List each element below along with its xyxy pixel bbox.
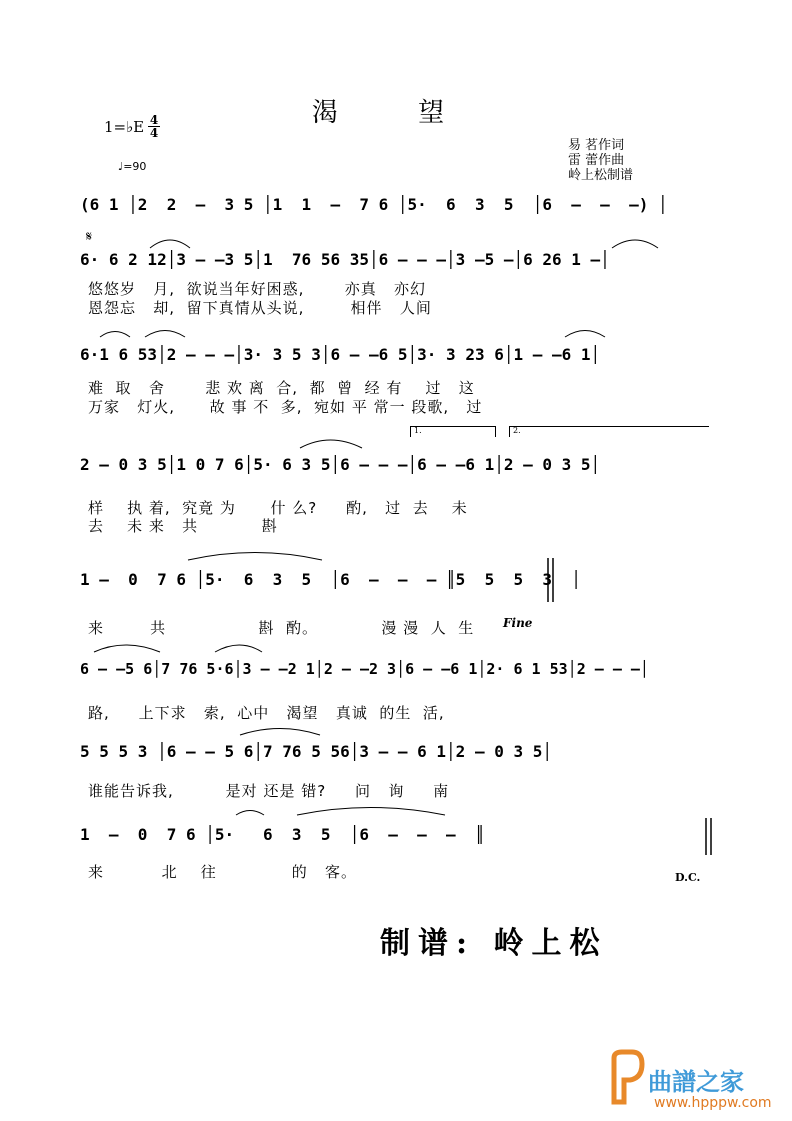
lyrics-verse-1: 来 共 斟 酌。 漫 漫 人 生 <box>88 619 475 637</box>
lyrics-verse-2: 去 未 来 共 斟 <box>88 517 278 535</box>
notes-line: 1 – 0 7 6 │5· 6 3 5 │6 – – – ║5 5 5 3 │ <box>80 570 581 589</box>
notes-line: 6·1 6 53│2 – – –│3· 3 5 3│6 – –6 5│3· 3 23 6│1 – –6 1│ <box>80 345 601 364</box>
notes-line: 6 – –5 6│7 76 5·6│3 – –2 1│2 – –2 3│6 – –6 1│2· 6 1 53│2 – – –│ <box>80 660 649 678</box>
page-title: 渴 望 <box>311 98 481 128</box>
tempo-mark: ♩=90 <box>118 160 147 173</box>
lyrics-verse-2: 万家 灯火, 故 事 不 多, 宛如 平 常一 段歌, 过 <box>88 398 483 416</box>
time-signature-bottom: 4 <box>149 126 159 140</box>
dc-mark: D.C. <box>675 871 701 884</box>
lyrics-verse-1: 路, 上下求 索, 心中 渴望 真诚 的生 活, <box>88 704 445 722</box>
lyrics-verse-1: 悠悠岁 月, 欲说当年好困惑, 亦真 亦幻 <box>88 280 427 298</box>
volta-1-label: 1. <box>414 426 422 435</box>
lyrics-verse-1: 样 执 着, 究竟 为 什 么? 酌, 过 去 未 <box>88 499 468 517</box>
fine-mark: Fine <box>503 616 533 630</box>
lyricist-credit: 易 茗作词 <box>568 138 625 153</box>
watermark-url: www.hpppw.com <box>654 1095 772 1111</box>
volta-2-label: 2. <box>513 426 521 435</box>
notes-line: 6· 6 2 12│3 – –3 5│1 76 56 35│6 – – –│3 –5 –│6 26 1 –│ <box>80 250 610 269</box>
arranger-credit: 岭上松制谱 <box>568 168 634 183</box>
lyrics-verse-1: 谁能告诉我, 是对 还是 错? 问 询 南 <box>88 782 450 800</box>
notes-line: 5 5 5 3 │6 – – 5 6│7 76 5 56│3 – – 6 1│2 – 0 3 5│ <box>80 742 553 761</box>
notes-line: (6 1 │2 2 – 3 5 │1 1 – 7 6 │5· 6 3 5 │6 – – –) │ <box>80 195 668 214</box>
time-signature-top: 4 <box>149 113 159 127</box>
notes-line: 2 – 0 3 5│1 0 7 6│5· 6 3 5│6 – – –│6 – –6 1│2 – 0 3 5│ <box>80 455 601 474</box>
lyrics-verse-2: 恩怨忘 却, 留下真情从头说, 相伴 人间 <box>88 299 432 317</box>
lyrics-verse-1: 来 北 往 的 客。 <box>88 863 358 881</box>
site-logo-icon <box>606 1048 646 1106</box>
notes-line: 1 – 0 7 6 │5· 6 3 5 │6 – – – ║ <box>80 825 485 844</box>
composer-credit: 雷 蕾作曲 <box>568 153 625 168</box>
arranger-signature: 制谱: 岭上松 <box>380 926 608 961</box>
segno-sign: 𝄋 <box>86 229 93 245</box>
lyrics-verse-1: 难 取 舍 悲 欢 离 合, 都 曾 经 有 过 这 <box>88 379 475 397</box>
watermark-site-name: 曲譜之家 <box>648 1068 744 1096</box>
key-signature: 1=♭E <box>104 118 145 136</box>
